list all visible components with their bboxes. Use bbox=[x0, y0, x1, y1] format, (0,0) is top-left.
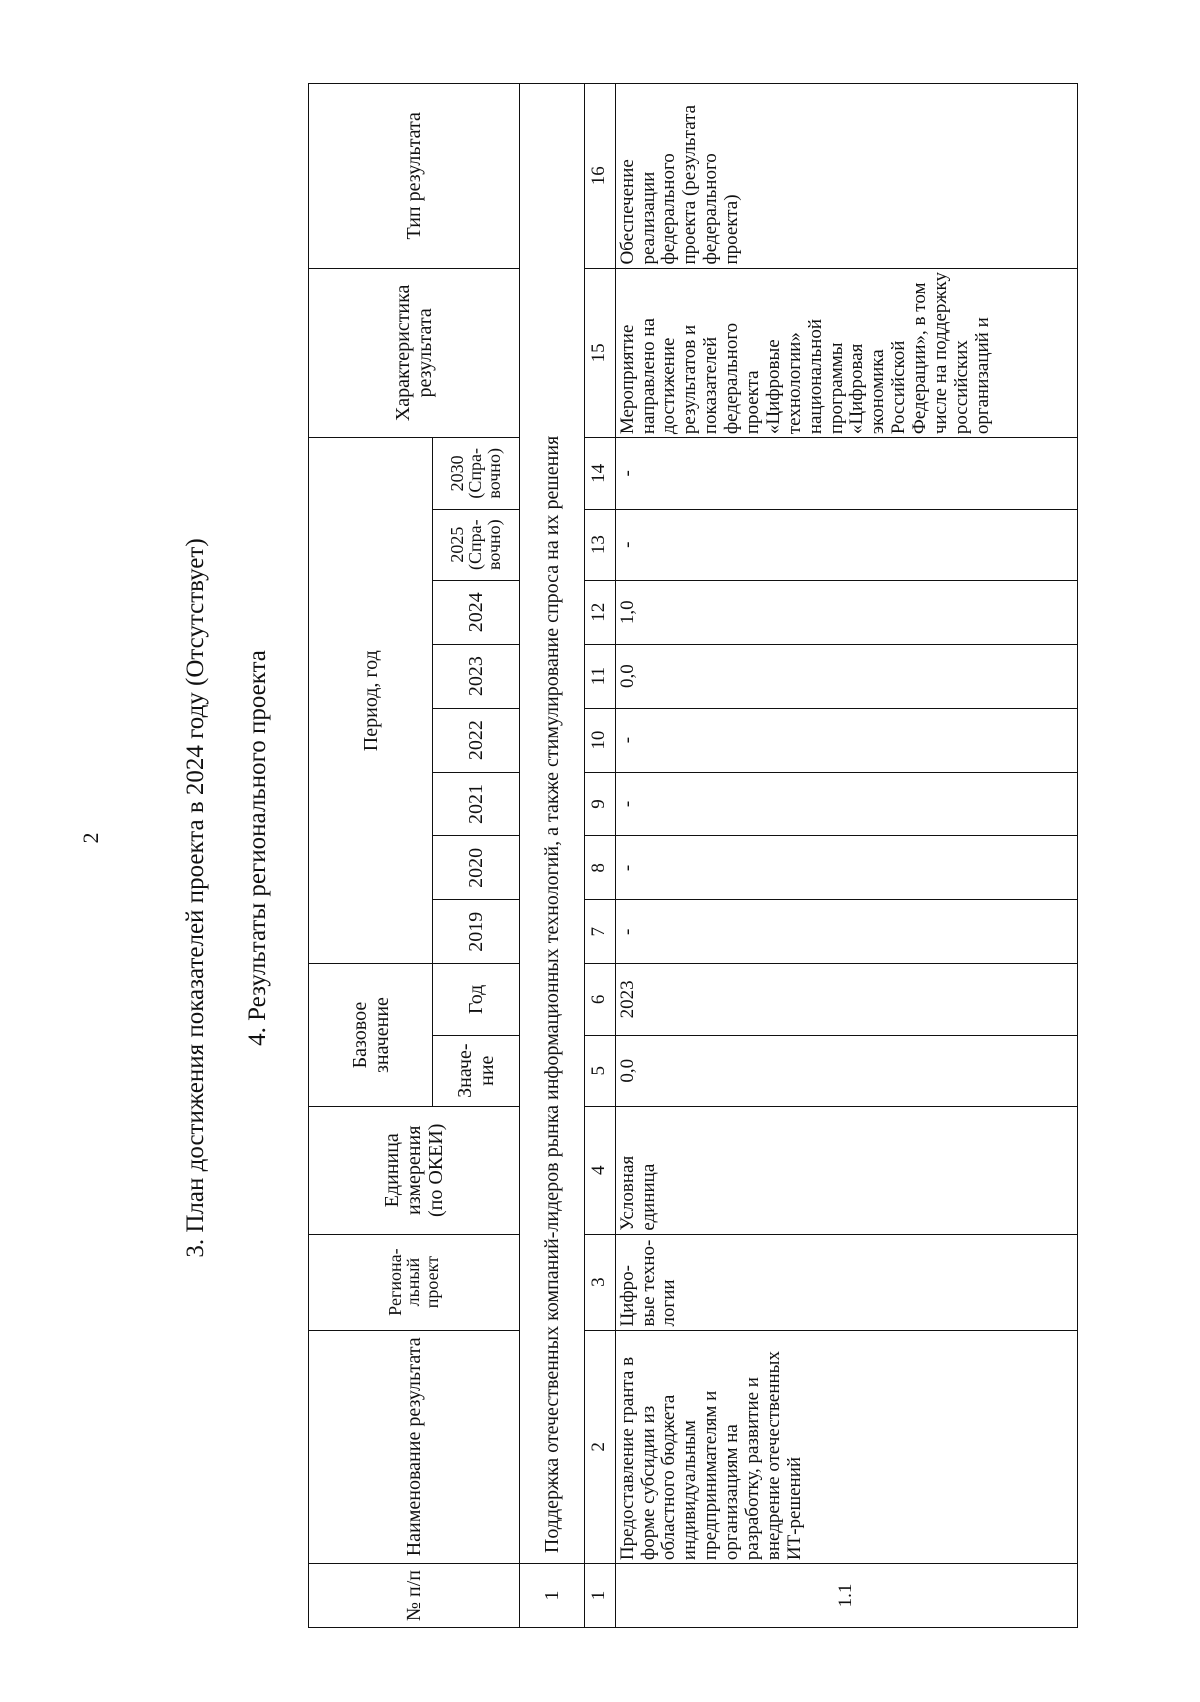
row-characteristic: Мероприятие направлено на достижение результатов и показателей федерального проекта «Цифровые технологии» национальной программы «Цифровая экономика Российской Федерации», в том числе на поддержку российских организаций и bbox=[615, 268, 1077, 438]
header-project-line-1: Региона- bbox=[384, 1248, 405, 1316]
section-3-heading: 3. План достижения показателей проекта в 2024 году (Отсутствует) bbox=[182, 538, 209, 1258]
row-year-2019: - bbox=[615, 900, 1077, 964]
column-number: 14 bbox=[585, 438, 615, 509]
header-period: Период, год bbox=[309, 438, 433, 964]
header-base: Базовое значение bbox=[309, 964, 433, 1107]
header-project-line-2: льный bbox=[403, 1257, 424, 1307]
header-year-2022: 2022 bbox=[433, 708, 520, 772]
row-year-2025: - bbox=[615, 509, 1077, 580]
column-number: 5 bbox=[585, 1035, 615, 1106]
row-num: 1.1 bbox=[615, 1564, 1077, 1628]
row-year-2022: - bbox=[615, 708, 1077, 772]
column-number: 13 bbox=[585, 509, 615, 580]
header-base-year: Год bbox=[433, 964, 520, 1035]
column-number: 7 bbox=[585, 900, 615, 964]
header-year-2019: 2019 bbox=[433, 900, 520, 964]
header-project bbox=[309, 1234, 520, 1330]
header-unit: Единица измерения (по ОКЕИ) bbox=[309, 1106, 520, 1234]
column-number: 15 bbox=[585, 268, 615, 438]
header-year-2020: 2020 bbox=[433, 836, 520, 900]
column-number: 1 bbox=[585, 1564, 615, 1628]
table-row bbox=[615, 84, 1077, 1628]
column-number: 3 bbox=[585, 1234, 615, 1330]
header-num: № п/п bbox=[309, 1564, 520, 1628]
row-type: Обеспечение реализации федерального проекта (результата федерального проекта) bbox=[615, 84, 1077, 269]
page-number: 2 bbox=[78, 832, 103, 844]
column-number: 6 bbox=[585, 964, 615, 1035]
header-year-2025: 2025 (Спра-вочно) bbox=[433, 509, 520, 580]
column-number: 9 bbox=[585, 772, 615, 836]
column-number: 2 bbox=[585, 1330, 615, 1564]
column-number: 10 bbox=[585, 708, 615, 772]
row-base-year: 2023 bbox=[615, 964, 1077, 1035]
results-table-container bbox=[308, 83, 1078, 1628]
row-year-2030: - bbox=[615, 438, 1077, 509]
row-project: Цифро-вые техно-логии bbox=[615, 1234, 1077, 1330]
header-project-line-3: проект bbox=[422, 1256, 443, 1309]
row-year-2020: - bbox=[615, 836, 1077, 900]
row-year-2023: 0,0 bbox=[615, 644, 1077, 708]
row-year-2021: - bbox=[615, 772, 1077, 836]
column-number: 8 bbox=[585, 836, 615, 900]
header-type: Тип результата bbox=[309, 84, 520, 269]
row-base-value: 0,0 bbox=[615, 1035, 1077, 1106]
header-year-2021: 2021 bbox=[433, 772, 520, 836]
section-row-num: 1 bbox=[519, 1564, 585, 1628]
header-base-value: Значе-ние bbox=[433, 1035, 520, 1106]
header-year-2024: 2024 bbox=[433, 580, 520, 644]
column-number: 4 bbox=[585, 1106, 615, 1234]
column-number: 16 bbox=[585, 84, 615, 269]
header-year-2023: 2023 bbox=[433, 644, 520, 708]
header-characteristic: Характеристика результата bbox=[309, 268, 520, 438]
header-year-2030: 2030 (Спра-вочно) bbox=[433, 438, 520, 509]
header-name: Наименование результата bbox=[309, 1330, 520, 1564]
row-unit: Условная единица bbox=[615, 1106, 1077, 1234]
results-table bbox=[308, 83, 1078, 1628]
row-name: Предоставление гранта в форме субсидии из областного бюджета индивидуальным предпринимателям и организациям на разработку, развитие и внедрение отечественных ИТ-решений bbox=[615, 1330, 1077, 1564]
section-row-title: Поддержка отечественных компаний-лидеров рынка информационных технологий, а также стимулирование спроса на их решения bbox=[519, 84, 585, 1564]
row-year-2024: 1,0 bbox=[615, 580, 1077, 644]
column-number: 11 bbox=[585, 644, 615, 708]
column-number: 12 bbox=[585, 580, 615, 644]
section-4-heading: 4. Результаты регионального проекта bbox=[244, 650, 271, 1046]
